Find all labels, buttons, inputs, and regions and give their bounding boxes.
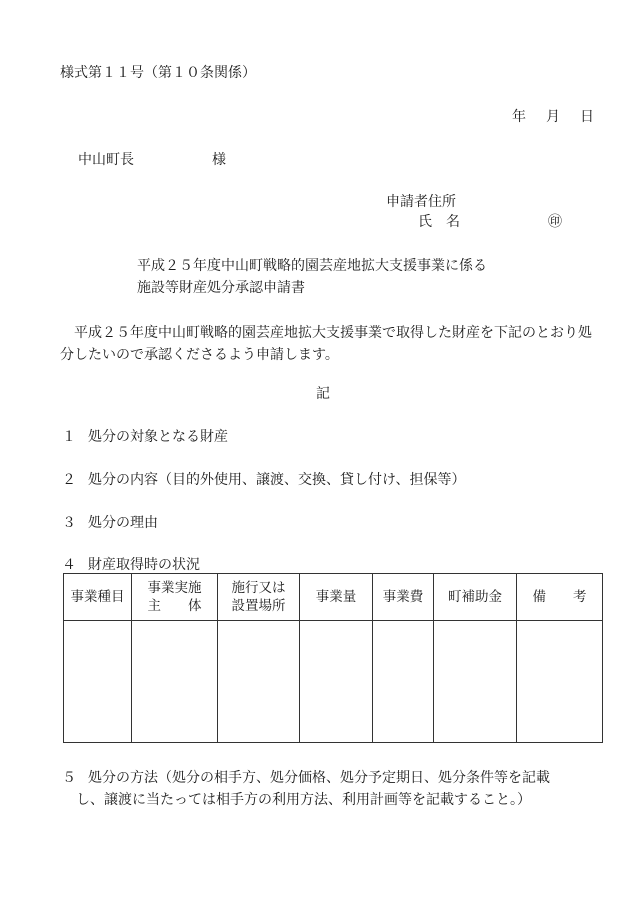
table-cell[interactable] bbox=[373, 621, 434, 743]
table-cell[interactable] bbox=[218, 621, 300, 743]
item-text: 処分の対象となる財産 bbox=[88, 429, 228, 445]
applicant-address-label: 申請者住所 bbox=[386, 194, 456, 210]
item-number: ５ bbox=[62, 770, 76, 786]
item-number: １ bbox=[62, 429, 76, 445]
item-5 bbox=[62, 767, 602, 811]
addressee bbox=[78, 151, 226, 169]
seal-mark: ㊞ bbox=[548, 214, 562, 230]
item-1 bbox=[62, 428, 228, 446]
item-text: 処分の理由 bbox=[88, 515, 158, 531]
header-jigyo-jisshi-shutai: 事業実施 主 体 bbox=[132, 574, 218, 621]
property-table bbox=[63, 573, 603, 743]
body-paragraph: 平成２５年度中山町戦略的園芸産地拡大支援事業で取得した財産を下記のとおり処分したいので承認くださるよう申請します。 bbox=[60, 325, 592, 363]
document-title-line2: 施設等財産処分承認申請書 bbox=[137, 280, 305, 296]
ki-heading: 記 bbox=[316, 386, 330, 402]
table-cell[interactable] bbox=[64, 621, 132, 743]
header-shiko-basho: 施行又は 設置場所 bbox=[218, 574, 300, 621]
item-text: 処分の内容（目的外使用、譲渡、交換、貸し付け、担保等） bbox=[88, 472, 466, 488]
item-number: ３ bbox=[62, 515, 76, 531]
item-3 bbox=[62, 514, 158, 532]
item-2 bbox=[62, 471, 465, 489]
table-cell[interactable] bbox=[434, 621, 517, 743]
item-text: 処分の方法（処分の相手方、処分価格、処分予定期日、処分条件等を記載 bbox=[88, 770, 550, 786]
form-number: 様式第１１号（第１０条関係） bbox=[60, 65, 256, 81]
item-text-continuation: し、譲渡に当たっては相手方の利用方法、利用計画等を記載すること。） bbox=[76, 792, 531, 808]
item-number: ２ bbox=[62, 472, 76, 488]
item-4 bbox=[62, 556, 200, 574]
date-year: 年 bbox=[512, 109, 526, 125]
addressee-honorific: 様 bbox=[212, 152, 226, 168]
item-number: ４ bbox=[62, 557, 76, 573]
header-jigyo-shumoku: 事業種目 bbox=[64, 574, 132, 621]
date-day: 日 bbox=[580, 109, 594, 125]
header-machi-hojokin: 町補助金 bbox=[434, 574, 517, 621]
addressee-name: 中山町長 bbox=[78, 152, 134, 168]
applicant-name-line bbox=[418, 213, 562, 231]
table-row bbox=[64, 621, 603, 743]
table-header-row bbox=[64, 574, 603, 621]
document-title-line1: 平成２５年度中山町戦略的園芸産地拡大支援事業に係る bbox=[137, 258, 487, 274]
table-cell[interactable] bbox=[300, 621, 373, 743]
applicant-name-label: 氏 名 bbox=[418, 214, 460, 230]
header-biko: 備 考 bbox=[517, 574, 603, 621]
table-cell[interactable] bbox=[517, 621, 603, 743]
table-cell[interactable] bbox=[132, 621, 218, 743]
header-jigyoryo: 事業量 bbox=[300, 574, 373, 621]
header-jigyohi: 事業費 bbox=[373, 574, 434, 621]
date-line bbox=[512, 108, 594, 126]
item-text: 財産取得時の状況 bbox=[88, 557, 200, 573]
date-month: 月 bbox=[546, 109, 560, 125]
